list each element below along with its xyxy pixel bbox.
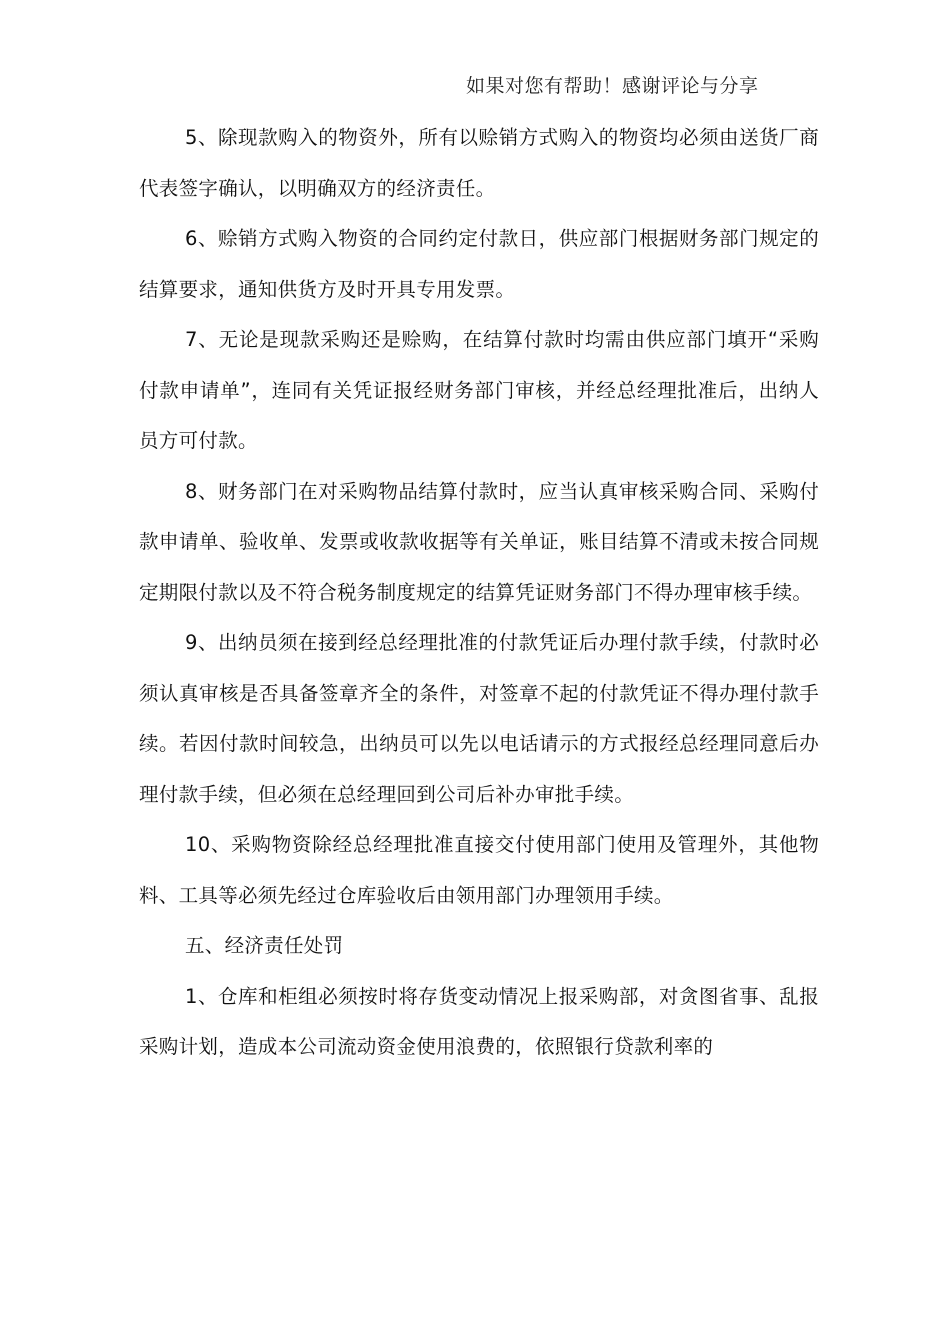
document-body	[139, 113, 819, 1073]
header-note: 如果对您有帮助！感谢评论与分享	[466, 75, 759, 97]
paragraph-10: 10、采购物资除经总经理批准直接交付使用部门使用及管理外，其他物料、工具等必须先经过仓库验收后由领用部门办理领用手续。	[139, 833, 819, 907]
section-heading: 五、经济责任处罚	[185, 934, 344, 957]
paragraph-6: 6、赊销方式购入物资的合同约定付款日，供应部门根据财务部门规定的结算要求，通知供货方及时开具专用发票。	[139, 227, 819, 301]
paragraph-9: 9、出纳员须在接到经总经理批准的付款凭证后办理付款手续，付款时必须认真审核是否具备签章齐全的条件，对签章不起的付款凭证不得办理付款手续。若因付款时间较急，出纳员可以先以电话请示的方式报经总经理同意后办理付款手续，但必须在总经理回到公司后补办审批手续。	[139, 631, 819, 806]
section-paragraph-1: 1、仓库和柜组必须按时将存货变动情况上报采购部，对贪图省事、乱报采购计划，造成本公司流动资金使用浪费的，依照银行贷款利率的	[139, 984, 819, 1058]
paragraph-5: 5、除现款购入的物资外，所有以赊销方式购入的物资均必须由送货厂商代表签字确认，以明确双方的经济责任。	[139, 126, 819, 200]
paragraph-7: 7、无论是现款采购还是赊购，在结算付款时均需由供应部门填开“采购付款申请单”，连同有关凭证报经财务部门审核，并经总经理批准后，出纳人员方可付款。	[139, 328, 819, 452]
paragraph-8: 8、财务部门在对采购物品结算付款时，应当认真审核采购合同、采购付款申请单、验收单、发票或收款收据等有关单证，账目结算不清或未按合同规定期限付款以及不符合税务制度规定的结算凭证财务部门不得办理审核手续。	[139, 479, 819, 604]
